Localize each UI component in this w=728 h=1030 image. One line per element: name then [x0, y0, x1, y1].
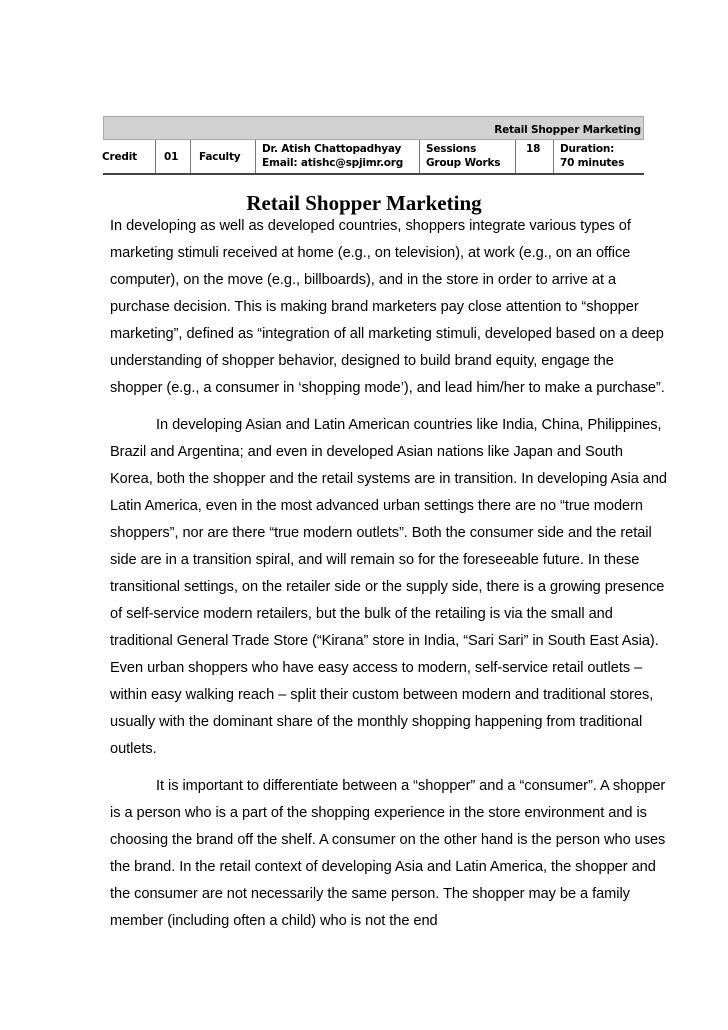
paragraph: In developing as well as developed countries, shoppers integrate various types of marketing stimuli received at home (e.g., on television), at work (e.g., on an office computer), on the move (e.g., billboards), and in the store in order to arrive at a purchase decision. This is making brand marketers pay close attention to “shopper marketing”, defined as “integration of all marketing stimuli, developed based on a deep understanding of shopper behavior, designed to build brand equity, engage the shopper (e.g., a consumer in ‘shopping mode’), and lead him/her to make a purchase”.	[110, 218, 665, 396]
duration-info	[560, 142, 624, 175]
course-title-bar	[103, 116, 644, 140]
cell-divider	[419, 140, 420, 173]
faculty-email: Email: atishc@spjimr.org	[262, 157, 404, 169]
credit-value: 01	[164, 151, 179, 163]
cell-divider	[515, 140, 516, 173]
sessions-info	[426, 142, 500, 175]
course-title: Retail Shopper Marketing	[494, 124, 641, 136]
faculty-name: Dr. Atish Chattopadhyay	[262, 143, 402, 155]
duration-value: 70 minutes	[560, 157, 625, 169]
sessions-value: 18	[526, 143, 541, 155]
faculty-info	[262, 142, 403, 175]
paragraph: It is important to differentiate between a “shopper” and a “consumer”. A shopper is a person who is a part of the shopping experience in the store environment and is choosing the brand off the shelf. A consumer on the other hand is the person who uses the brand. In the retail context of developing Asia and Latin America, the shopper and the consumer are not necessarily the same person. The shopper may be a family member (including often a child) who is not the end	[110, 778, 666, 929]
course-info-table	[103, 116, 644, 175]
duration-label: Duration:	[560, 143, 615, 155]
document-body	[110, 213, 668, 945]
cell-divider	[553, 140, 554, 173]
paragraph: In developing Asian and Latin American countries like India, China, Philippines, Brazil and Argentina; and even in developed Asian nations like Japan and South Korea, both the shopper and the retail systems are in transition. In developing Asia and Latin America, even in the most advanced urban settings there are no “true modern shoppers”, nor are there “true modern outlets”. Both the consumer side and the retail side are in a transition spiral, and will remain so for the foreseeable future. In these transitional settings, on the retailer side or the supply side, there is a growing presence of self-service modern retailers, but the bulk of the retailing is via the small and traditional General Trade Store (“Kirana” store in India, “Sari Sari” in South East Asia). Even urban shoppers who have easy access to modern, self-service retail outlets – within easy walking reach – split their custom between modern and traditional stores, usually with the dominant share of the monthly shopping happening from traditional outlets.	[110, 417, 667, 757]
document-title: Retail Shopper Marketing	[246, 191, 482, 215]
credit-label: Credit	[102, 151, 137, 163]
cell-divider	[190, 140, 191, 173]
sessions-label: Sessions	[426, 143, 477, 155]
cell-divider	[255, 140, 256, 173]
group-works-label: Group Works	[426, 157, 501, 169]
cell-divider	[155, 140, 156, 173]
faculty-label: Faculty	[199, 151, 241, 163]
course-details-row	[103, 140, 644, 175]
